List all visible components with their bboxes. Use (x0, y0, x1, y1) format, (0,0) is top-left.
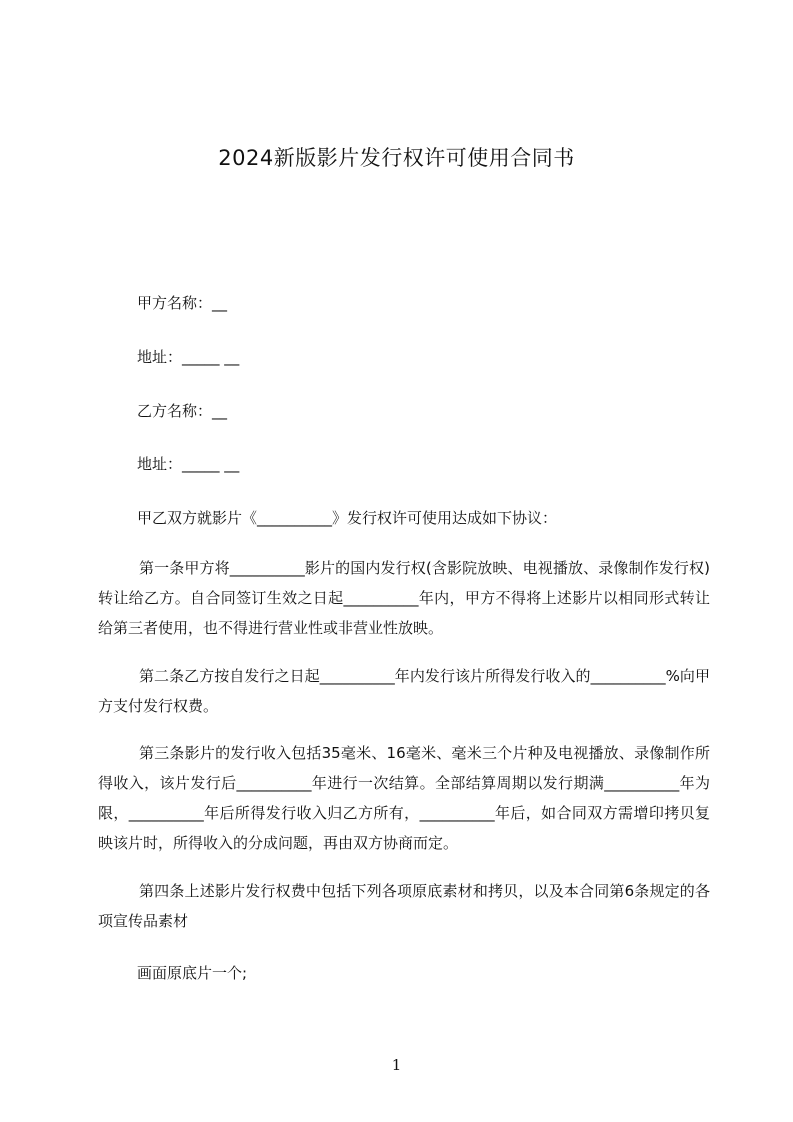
material-item-1: 画面原底片一个; (137, 964, 248, 982)
document-title: 2024新版影片发行权许可使用合同书 (218, 146, 575, 170)
article-4: 第四条上述影片发行权费中包括下列各项原底素材和拷贝，以及本合同第6条规定的各项宣传品素材 (98, 882, 710, 930)
page-number: 1 (391, 1056, 402, 1074)
article-1: 第一条甲方将__________影片的国内发行权(含影院放映、电视播放、录像制作发行权)转让给乙方。自合同签订生效之日起__________年内，甲方不得将上述影片以相同形式转让给第三者使用，也不得进行营业性或非营业性放映。 (98, 559, 710, 637)
party-b-address: 地址：_____ __ (137, 455, 240, 473)
article-3: 第三条影片的发行收入包括35毫米、16毫米、毫米三个片种及电视播放、录像制作所得收入，该片发行后__________年进行一次结算。全部结算周期以发行期满__________年为限，__________年后所得发行收入归乙方所有，__________年后，如合同双方需增印拷贝复映该片时，所得收入的分成问题，再由双方协商而定。 (98, 744, 710, 852)
party-a-name: 甲方名称：__ (137, 294, 228, 312)
party-b-name: 乙方名称：__ (137, 402, 228, 420)
article-2: 第二条乙方按自发行之日起__________年内发行该片所得发行收入的__________%向甲方支付发行权费。 (98, 667, 710, 715)
party-a-address: 地址：_____ __ (137, 348, 240, 366)
agreement-intro: 甲乙双方就影片《__________》发行权许可使用达成如下协议： (137, 509, 558, 527)
